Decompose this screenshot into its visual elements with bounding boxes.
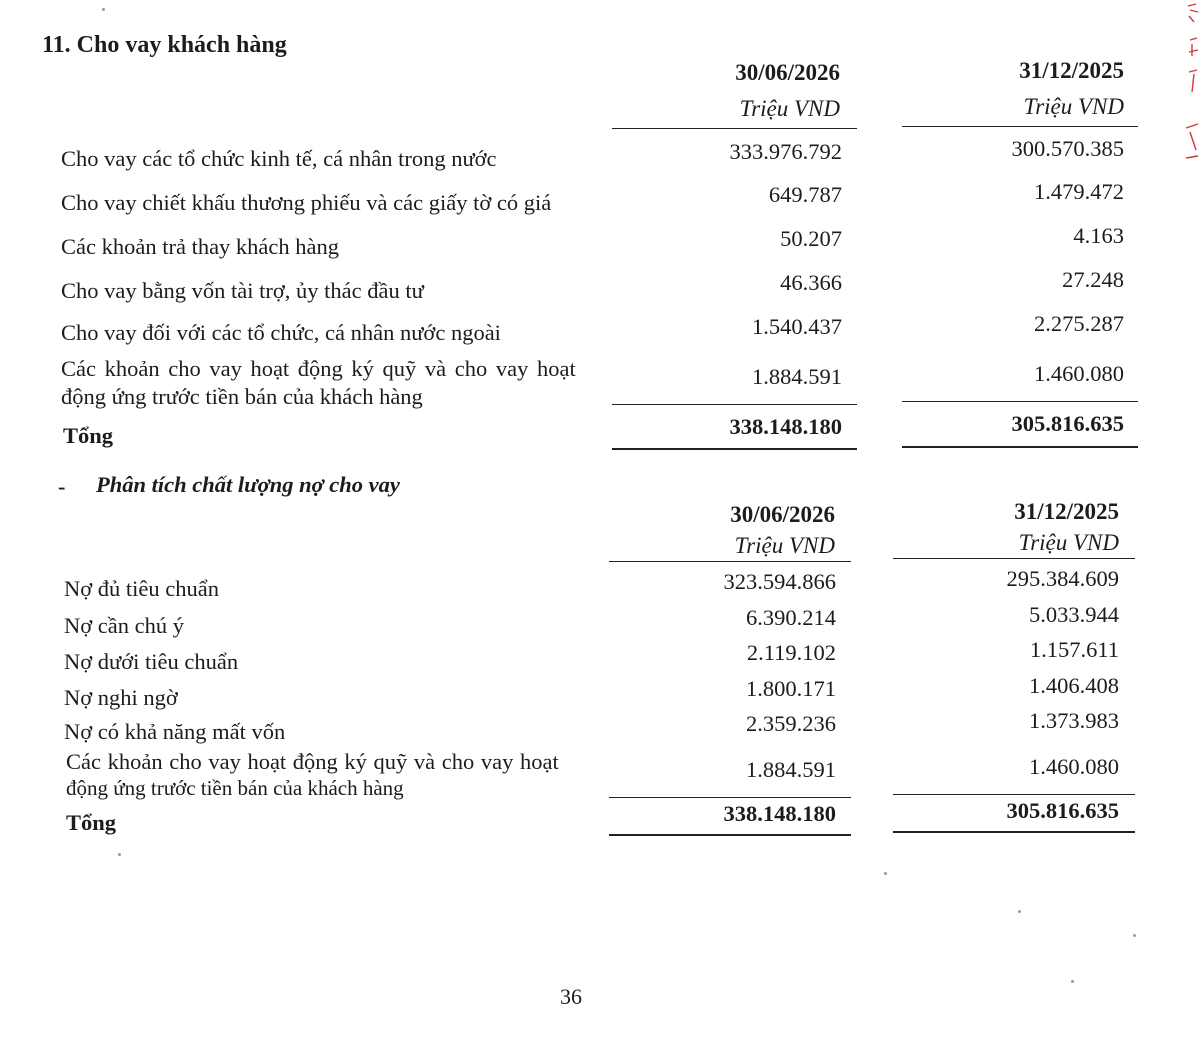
table-row-value-2: 4.163 xyxy=(1073,223,1124,248)
column-header-unit-1: Triệu VND xyxy=(734,533,835,558)
scan-speck xyxy=(1133,934,1136,937)
table-row-label: Cho vay chiết khấu thương phiếu và các giấy tờ có giá xyxy=(61,190,552,215)
total-value-2: 305.816.635 xyxy=(1006,798,1119,823)
table-row-label: Nợ đủ tiêu chuẩn xyxy=(64,576,219,601)
table-row-value-1: 6.390.214 xyxy=(746,605,836,630)
total-underline-2 xyxy=(902,446,1138,448)
header-underline-1 xyxy=(609,561,851,562)
scan-speck xyxy=(102,8,105,11)
bullet-dash: - xyxy=(58,474,66,499)
table-row-value-2: 27.248 xyxy=(1062,267,1124,292)
total-underline-1 xyxy=(609,834,851,836)
subtotal-rule-2 xyxy=(902,401,1138,402)
column-header-date-2: 31/12/2025 xyxy=(1019,58,1124,83)
table-row-label: Cho vay đối với các tổ chức, cá nhân nước ngoài xyxy=(61,320,501,345)
subsection-title: Phân tích chất lượng nợ cho vay xyxy=(96,472,400,497)
table-row-value-1: 323.594.866 xyxy=(723,569,836,594)
total-label: Tổng xyxy=(63,423,114,448)
table-row-value-2: 1.479.472 xyxy=(1034,179,1124,204)
column-header-date-1: 30/06/2026 xyxy=(730,502,835,527)
table-row-value-2: 300.570.385 xyxy=(1011,136,1124,161)
subtotal-rule-2 xyxy=(893,794,1135,795)
table-row-value-2: 2.275.287 xyxy=(1034,311,1124,336)
header-underline-2 xyxy=(893,558,1135,559)
table-row-label: Nợ có khả năng mất vốn xyxy=(64,719,286,744)
total-underline-1 xyxy=(612,448,857,450)
table-row-label-line-2: động ứng trước tiền bán của khách hàng xyxy=(66,776,404,800)
table-row-label: Cho vay các tổ chức kinh tế, cá nhân trong nước xyxy=(61,146,497,171)
table-row-label: Nợ cần chú ý xyxy=(64,613,184,638)
table-row-label: Cho vay bằng vốn tài trợ, ủy thác đầu tư xyxy=(61,278,424,303)
total-value-1: 338.148.180 xyxy=(723,801,836,826)
table-row-value-1: 2.119.102 xyxy=(746,640,836,665)
table-row-value-2: 1.460.080 xyxy=(1034,361,1124,386)
column-header-date-1: 30/06/2026 xyxy=(735,60,840,85)
table-row-value-1: 2.359.236 xyxy=(746,711,836,736)
subtotal-rule-1 xyxy=(612,404,857,405)
table-row-value-1: 333.976.792 xyxy=(729,139,842,164)
section-title: 11. Cho vay khách hàng xyxy=(42,32,287,58)
table-row-value-2: 1.373.983 xyxy=(1029,708,1119,733)
table-row-value-2: 1.406.408 xyxy=(1029,673,1119,698)
total-label: Tổng xyxy=(66,810,117,835)
table-row-value-1: 1.800.171 xyxy=(746,676,836,701)
table-row-label-line-1: Các khoản cho vay hoạt động ký quỹ và cho vay hoạt xyxy=(61,356,576,381)
table-row-value-1: 649.787 xyxy=(768,182,842,207)
table-row-value-2: 1.460.080 xyxy=(1029,754,1119,779)
table-row-value-1: 1.884.591 xyxy=(752,364,842,389)
page-number: 36 xyxy=(560,984,582,1009)
table-row-value-2: 1.157.611 xyxy=(1029,637,1119,662)
table-row-label: Các khoản trả thay khách hàng xyxy=(61,234,340,259)
subtotal-rule-1 xyxy=(609,797,851,798)
column-header-unit-1: Triệu VND xyxy=(739,96,840,121)
total-value-2: 305.816.635 xyxy=(1011,411,1124,436)
header-underline-1 xyxy=(612,128,857,129)
scan-speck xyxy=(1071,980,1074,983)
table-row-value-2: 5.033.944 xyxy=(1029,602,1119,627)
stamp-fragment xyxy=(1184,0,1200,170)
scan-speck xyxy=(1018,910,1021,913)
table-row-label-line-2: động ứng trước tiền bán của khách hàng xyxy=(61,384,423,409)
scan-speck xyxy=(884,872,887,875)
column-header-date-2: 31/12/2025 xyxy=(1014,499,1119,524)
table-row-label: Nợ nghi ngờ xyxy=(64,685,178,710)
table-row-value-1: 46.366 xyxy=(780,270,842,295)
total-underline-2 xyxy=(893,831,1135,833)
total-value-1: 338.148.180 xyxy=(729,414,842,439)
table-row-value-2: 295.384.609 xyxy=(1006,566,1119,591)
table-row-label: Nợ dưới tiêu chuẩn xyxy=(64,649,239,674)
table-row-value-1: 50.207 xyxy=(780,226,842,251)
column-header-unit-2: Triệu VND xyxy=(1023,94,1124,119)
header-underline-2 xyxy=(902,126,1138,127)
column-header-unit-2: Triệu VND xyxy=(1018,530,1119,555)
table-row-value-1: 1.884.591 xyxy=(746,757,836,782)
scan-speck xyxy=(118,853,121,856)
table-row-label-line-1: Các khoản cho vay hoạt động ký quỹ và cho vay hoạt xyxy=(66,749,559,774)
table-row-value-1: 1.540.437 xyxy=(752,314,842,339)
